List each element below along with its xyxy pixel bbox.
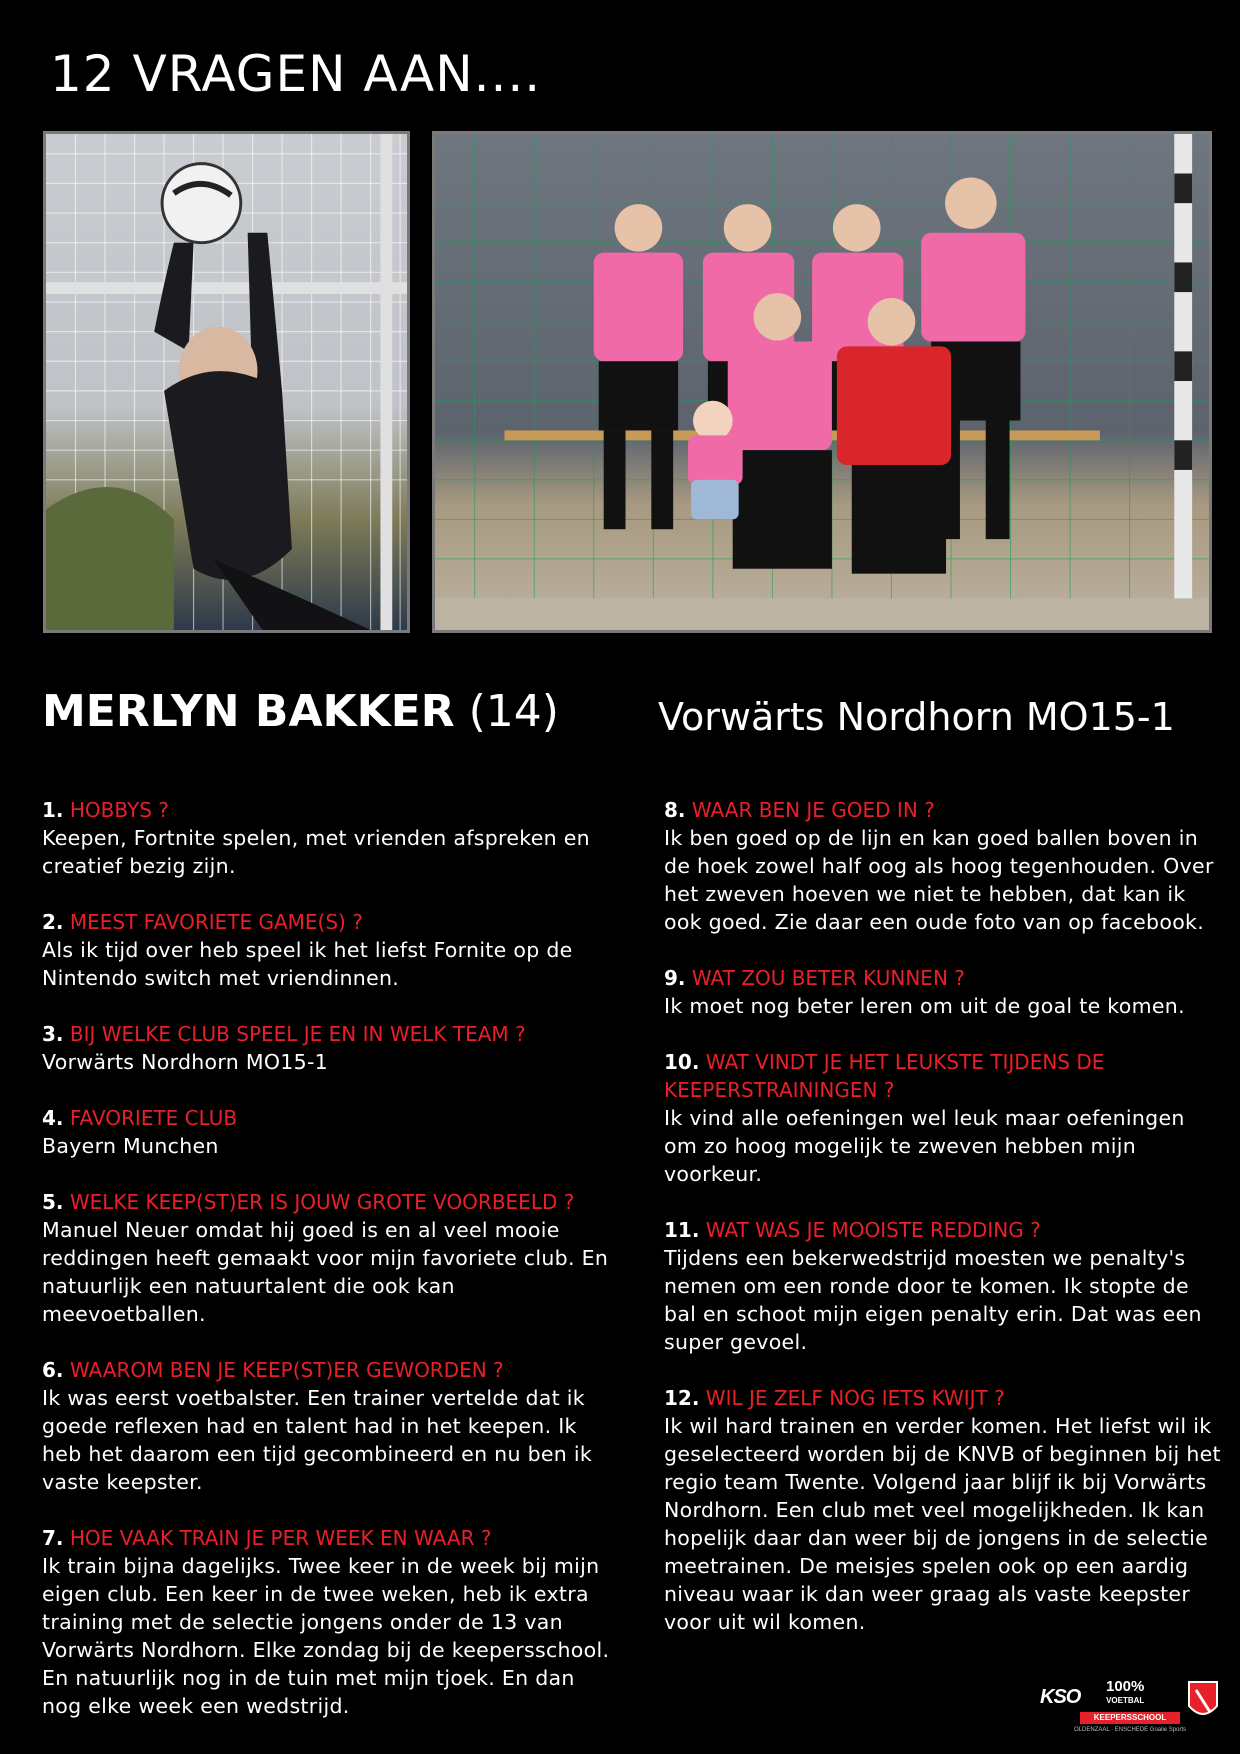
qa-item: [42, 1524, 620, 1720]
shield-icon: [1186, 1680, 1220, 1722]
answer-text: Ik wil hard trainen en verder komen. Het liefst wil ik geselecteerd worden bij de KNVB of beginnen bij het regio team Twente. Volgend jaar blijf ik bij Vorwärts Nordhorn. Een club met veel mogelijkheden. Ik kan hopelijk daar dan weer bij de jongens in de selectie meetrainen. De meisjes spelen ook op een aardig niveau waar ik dan weer graag als vaste keepster voor uit wil komen.: [664, 1414, 1221, 1634]
page-title: 12 VRAGEN AAN....: [50, 45, 542, 103]
keepersschool-logo: [1040, 1680, 1220, 1740]
logo-subtext: OLDENZAAL · ENSCHEDE Goalie Sports: [1074, 1727, 1187, 1733]
logo-bar: KEEPERSSCHOOL: [1080, 1712, 1180, 1724]
logo-tagline-bottom: VOETBAL: [1106, 1696, 1145, 1705]
qa-item: [42, 796, 620, 880]
question-text: WAT WAS JE MOOISTE REDDING ?: [705, 1218, 1041, 1242]
question-text: WAAR BEN JE GOED IN ?: [691, 798, 935, 822]
answer-text: Ik train bijna dagelijks. Twee keer in de week bij mijn eigen club. Een keer in de twee weken, heb ik extra training met de selectie jongens onder de 13 van Vorwärts Nordhorn. Elke zondag bij de keepersschool. En natuurlijk nog in de tuin met mijn tjoek. En dan nog elke week een wedstrijd.: [42, 1554, 610, 1718]
question-text: FAVORIETE CLUB: [69, 1106, 238, 1130]
team-photo: [432, 131, 1212, 633]
question-number: 12.: [664, 1386, 700, 1410]
question-text: HOE VAAK TRAIN JE PER WEEK EN WAAR ?: [69, 1526, 492, 1550]
question-number: 2.: [42, 910, 64, 934]
question-number: 4.: [42, 1106, 64, 1130]
question-text: WIL JE ZELF NOG IETS KWIJT ?: [705, 1386, 1005, 1410]
answer-text: Tijdens een bekerwedstrijd moesten we penalty's nemen om een ronde door te komen. Ik stopte de bal en schoot mijn eigen penalty erin. Dat was een super gevoel.: [664, 1246, 1202, 1354]
qa-item: [664, 1384, 1224, 1636]
logo-tagline-top: 100%: [1106, 1678, 1145, 1695]
question-text: WAT ZOU BETER KUNNEN ?: [691, 966, 965, 990]
qa-item: [42, 908, 620, 992]
player-team: Vorwärts Nordhorn MO15-1: [658, 695, 1175, 739]
player-age: (14): [468, 686, 559, 737]
answer-text: Ik vind alle oefeningen wel leuk maar oefeningen om zo hoog mogelijk te zweven hebben mijn voorkeur.: [664, 1106, 1185, 1186]
player-heading: [42, 683, 559, 741]
question-number: 8.: [664, 798, 686, 822]
question-text: WAAROM BEN JE KEEP(ST)ER GEWORDEN ?: [69, 1358, 504, 1382]
question-number: 7.: [42, 1526, 64, 1550]
answer-text: Manuel Neuer omdat hij goed is en al veel mooie reddingen heeft gemaakt voor mijn favoriete club. En natuurlijk een natuurtalent die ook kan meevoetballen.: [42, 1218, 609, 1326]
question-number: 3.: [42, 1022, 64, 1046]
question-text: MEEST FAVORIETE GAME(S) ?: [69, 910, 363, 934]
qa-item: [42, 1104, 620, 1160]
answer-text: Ik ben goed op de lijn en kan goed ballen boven in de hoek zowel half oog als hoog tegenhouden. Over het zweven hoeven we niet te hebben, dat kan ik ook goed. Zie daar een oude foto van op facebook.: [664, 826, 1214, 934]
player-name: MERLYN BAKKER: [42, 686, 455, 737]
question-text: BIJ WELKE CLUB SPEEL JE EN IN WELK TEAM ?: [69, 1022, 526, 1046]
questions-left-column: [42, 796, 620, 1748]
question-text: WAT VINDT JE HET LEUKSTE TIJDENS DE KEEPERSTRAININGEN ?: [664, 1050, 1105, 1102]
question-text: WELKE KEEP(ST)ER IS JOUW GROTE VOORBEELD ?: [69, 1190, 575, 1214]
question-number: 1.: [42, 798, 64, 822]
question-number: 5.: [42, 1190, 64, 1214]
questions-right-column: [664, 796, 1224, 1664]
answer-text: Ik was eerst voetbalster. Een trainer vertelde dat ik goede reflexen had en talent had in het keepen. Ik heb het daarom een tijd gecombineerd en nu ben ik vaste keepster.: [42, 1386, 593, 1494]
logo-brand: KSO: [1040, 1686, 1081, 1708]
question-number: 9.: [664, 966, 686, 990]
qa-item: [664, 796, 1224, 936]
qa-item: [664, 1048, 1224, 1188]
question-number: 6.: [42, 1358, 64, 1382]
goalkeeper-dive-photo: [43, 131, 410, 633]
question-number: 11.: [664, 1218, 700, 1242]
qa-item: [664, 1216, 1224, 1356]
answer-text: Als ik tijd over heb speel ik het liefst Fornite op de Nintendo switch met vriendinnen.: [42, 938, 573, 990]
answer-text: Bayern Munchen: [42, 1134, 219, 1158]
qa-item: [42, 1188, 620, 1328]
answer-text: Keepen, Fortnite spelen, met vrienden afspreken en creatief bezig zijn.: [42, 826, 590, 878]
qa-item: [664, 964, 1224, 1020]
question-text: HOBBYS ?: [69, 798, 169, 822]
qa-item: [42, 1356, 620, 1496]
qa-item: [42, 1020, 620, 1076]
logo-tagline: [1106, 1680, 1144, 1708]
answer-text: Ik moet nog beter leren om uit de goal te komen.: [664, 994, 1185, 1018]
answer-text: Vorwärts Nordhorn MO15-1: [42, 1050, 329, 1074]
question-number: 10.: [664, 1050, 700, 1074]
